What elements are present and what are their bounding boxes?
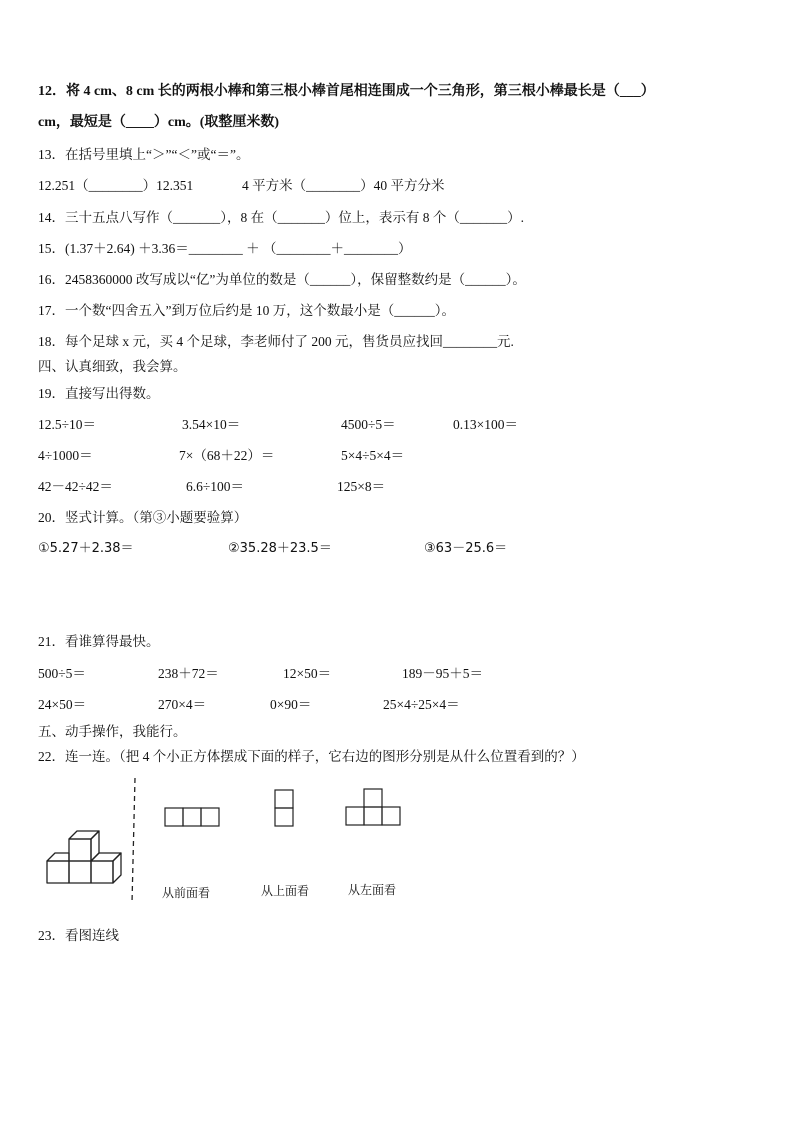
bottom-right-side — [113, 853, 121, 883]
top-cube-front — [69, 839, 91, 861]
q21-r1c3: 12×50＝ — [283, 666, 332, 681]
q19-r3c3: 125×8＝ — [337, 479, 386, 494]
q21-r2c2: 270×4＝ — [158, 697, 207, 712]
q13-prompt: 13．在括号里填上“＞”“＜”或“＝”。 — [38, 147, 250, 162]
q21-prompt: 21．看谁算得最快。 — [38, 634, 160, 649]
q19-r1c4: 0.13×100＝ — [453, 417, 518, 432]
q19-prompt: 19．直接写出得数。 — [38, 386, 160, 401]
view-t-shape — [345, 788, 405, 828]
bottom-cube-left — [47, 861, 69, 883]
q18-text: 18．每个足球 x 元，买 4 个足球，李老师付了 200 元，售货员应找回________元. — [38, 334, 514, 349]
q19-r1c2: 3.54×10＝ — [182, 417, 241, 432]
q19-r3c2: 6.6÷100＝ — [186, 479, 245, 494]
section-4-heading: 四、认真细致，我会算。 — [38, 359, 187, 374]
q14-text: 14．三十五点八写作（_______），8 在（_______）位上，表示有 8 个（_______）. — [38, 210, 524, 225]
q19-r2c3: 5×4÷5×4＝ — [341, 448, 405, 463]
q23-text: 23．看图连线 — [38, 928, 119, 943]
q19-r1c1: 12.5÷10＝ — [38, 417, 97, 432]
q21-r1c4: 189－95＋5＝ — [402, 666, 483, 681]
q13-item-1: 12.251（________）12.351 — [38, 178, 194, 193]
q12-line1: 12．将 4 cm、8 cm 长的两根小棒和第三根小棒首尾相连围成一个三角形，第三根小棒最长是（___） — [38, 84, 655, 99]
q19-r2c1: 4÷1000＝ — [38, 448, 93, 463]
cube-arrangement-figure — [40, 822, 130, 888]
view-row-of-three — [164, 806, 222, 828]
q20-prompt: 20．竖式计算。（第③小题要验算） — [38, 510, 248, 525]
caption-front-view: 从前面看 — [162, 886, 211, 900]
bottom-cube-right — [91, 861, 113, 883]
caption-top-view: 从上面看 — [261, 884, 310, 898]
q21-r2c4: 25×4÷25×4＝ — [383, 697, 460, 712]
caption-left-view: 从左面看 — [348, 883, 397, 897]
q12-line2: cm，最短是（____）cm。(取整厘米数) — [38, 115, 280, 130]
bottom-cube-middle — [69, 861, 91, 883]
q13-item-2: 4 平方米（________）40 平方分米 — [242, 178, 445, 193]
q21-r2c3: 0×90＝ — [270, 697, 312, 712]
q19-r2c2: 7×（68＋22）＝ — [179, 448, 275, 463]
q22-prompt: 22．连一连。（把 4 个小正方体摆成下面的样子，它右边的图形分别是从什么位置看到的？） — [38, 749, 585, 764]
q21-r1c1: 500÷5＝ — [38, 666, 86, 681]
q15-text: 15．(1.37＋2.64) ＋3.36＝________ ＋ （________＋________） — [38, 241, 412, 256]
view-column-of-two — [274, 789, 296, 829]
q20-item-3: ③63－25.6＝ — [424, 541, 508, 556]
q17-text: 17．一个数“四舍五入”到万位后约是 10 万，这个数最小是（______）。 — [38, 303, 455, 318]
q20-item-2: ②35.28＋23.5＝ — [228, 541, 332, 556]
q21-r2c1: 24×50＝ — [38, 697, 87, 712]
q20-item-1: ①5.27＋2.38＝ — [38, 541, 134, 556]
q19-r3c1: 42－42÷42＝ — [38, 479, 113, 494]
dashed-divider — [130, 778, 138, 903]
bottom-left-top — [47, 853, 69, 861]
q16-text: 16．2458360000 改写成以“亿”为单位的数是（______），保留整数约是（______）。 — [38, 272, 526, 287]
q19-r1c3: 4500÷5＝ — [341, 417, 396, 432]
q21-r1c2: 238＋72＝ — [158, 666, 219, 681]
section-5-heading: 五、动手操作，我能行。 — [38, 724, 187, 739]
